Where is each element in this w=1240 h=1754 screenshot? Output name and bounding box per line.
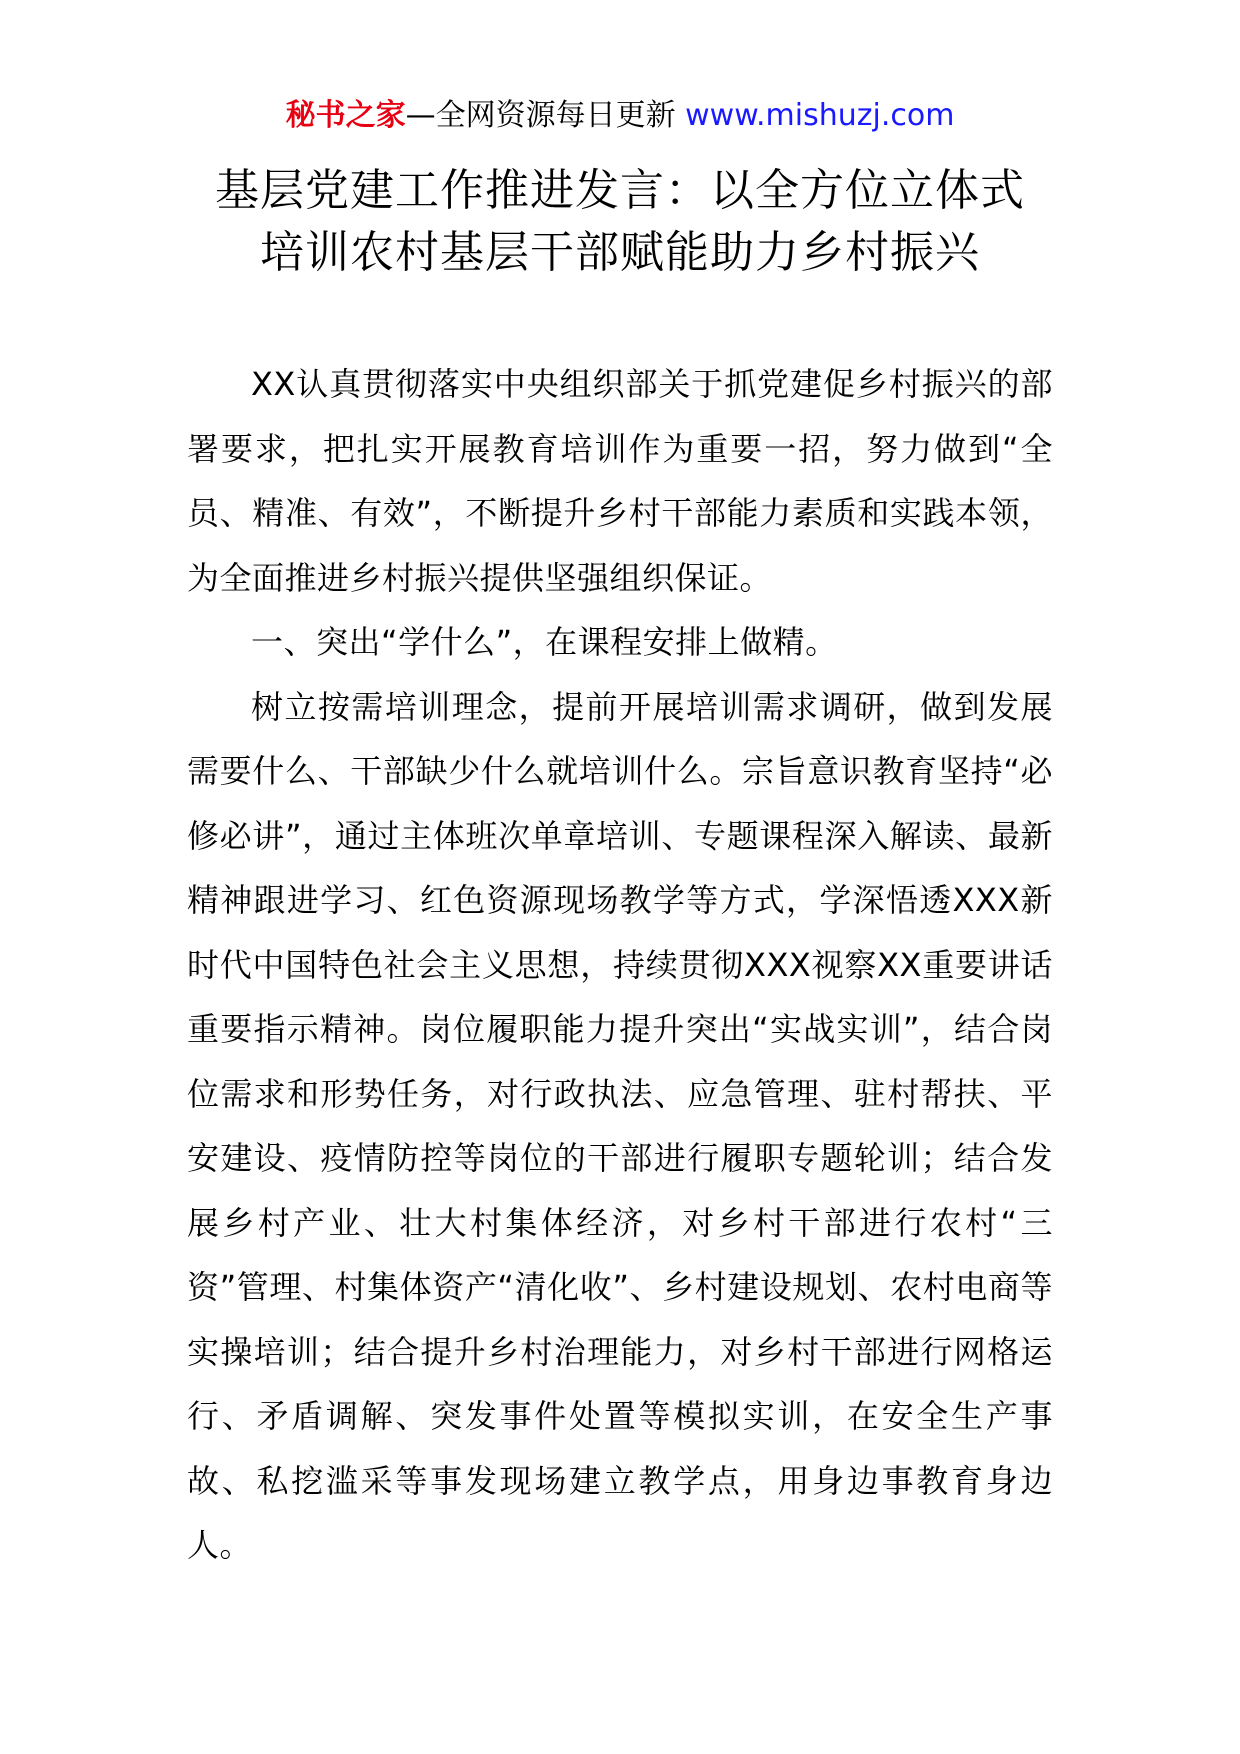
site-slogan: —全网资源每日更新 [405, 98, 676, 133]
site-header [0, 96, 1240, 136]
site-url-link[interactable]: www.mishuzj.com [685, 98, 955, 133]
section-heading-1: 一、突出“学什么”，在课程安排上做精。 [251, 623, 838, 661]
brand-name: 秘书之家 [285, 98, 406, 133]
intro-paragraph: XX认真贯彻落实中央组织部关于抓党建促乡村振兴的部署要求，把扎实开展教育培训作为重要一招，努力做到“全员、精准、有效”，不断提升乡村干部能力素质和实践本领，为全面推进乡村振兴提供坚强组织保证。 [187, 365, 1053, 597]
document-title [160, 160, 1080, 284]
title-line-2: 培训农村基层干部赋能助力乡村振兴 [260, 227, 980, 278]
document-body [187, 352, 1053, 1578]
section-1-paragraph: 树立按需培训理念，提前开展培训需求调研，做到发展需要什么、干部缺少什么就培训什么。宗旨意识教育坚持“必修必讲”，通过主体班次单章培训、专题课程深入解读、最新精神跟进学习、红色资源现场教学等方式，学深悟透XXX新时代中国特色社会主义思想，持续贯彻XXX视察XX重要讲话重要指示精神。岗位履职能力提升突出“实战实训”，结合岗位需求和形势任务，对行政执法、应急管理、驻村帮扶、平安建设、疫情防控等岗位的干部进行履职专题轮训；结合发展乡村产业、壮大村集体经济，对乡村干部进行农村“三资”管理、村集体资产“清化收”、乡村建设规划、农村电商等实操培训；结合提升乡村治理能力，对乡村干部进行网格运行、矛盾调解、突发事件处置等模拟实训，在安全生产事故、私挖滥采等事发现场建立教学点，用身边事教育身边人。 [187, 687, 1053, 1564]
title-line-1: 基层党建工作推进发言：以全方位立体式 [215, 165, 1025, 216]
